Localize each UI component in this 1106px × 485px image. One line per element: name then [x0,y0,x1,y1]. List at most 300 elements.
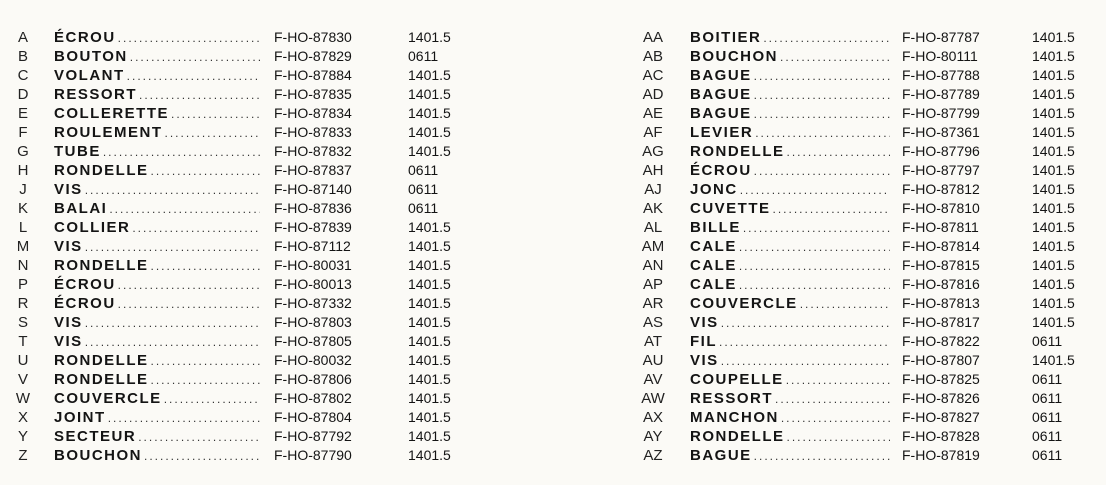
parts-list-row [632,446,1092,465]
part-name: RONDELLE [54,352,149,369]
part-name-cell [54,370,260,390]
part-letter: AG [642,143,664,160]
part-reference: F-HO-87836 [274,200,352,216]
part-reference: F-HO-87811 [902,219,979,235]
part-name-cell [54,199,260,219]
parts-list-row [632,66,1092,85]
part-name: RONDELLE [54,257,149,274]
dot-leader [739,257,890,276]
dot-leader [118,29,260,48]
part-name-cell [690,294,890,314]
part-name: RONDELLE [54,162,149,179]
part-reference: F-HO-87816 [902,276,980,292]
parts-list-row [6,446,468,465]
part-name: COUPELLE [690,371,784,388]
part-letter: AY [643,428,663,445]
part-code: 0611 [408,200,439,216]
part-name-cell [690,161,890,181]
part-letter: AF [643,124,663,141]
part-name: BOITIER [690,29,762,46]
part-code: 1401.5 [1032,295,1075,311]
part-code: 1401.5 [408,29,451,45]
part-code: 1401.5 [1032,257,1075,273]
part-letter: C [17,67,29,84]
part-name: VOLANT [54,67,125,84]
part-name-cell [54,294,260,314]
parts-list-row [6,142,468,161]
part-reference: F-HO-87830 [274,29,352,45]
dot-leader [800,295,890,314]
parts-list-row [632,332,1092,351]
parts-list-row [6,408,468,427]
part-code: 0611 [408,181,439,197]
part-name: SECTEUR [54,428,137,445]
part-reference: F-HO-87835 [274,86,352,102]
part-name-cell [690,351,890,371]
part-name-cell [54,85,260,105]
part-name: BAGUE [690,447,752,464]
parts-list-row [6,218,468,237]
part-name: VIS [54,181,83,198]
part-letter: AD [642,86,664,103]
part-name-cell [54,142,260,162]
part-letter: R [17,295,29,312]
part-letter: G [17,143,29,160]
dot-leader [164,390,260,409]
part-name-cell [690,123,890,143]
part-letter: P [17,276,28,293]
part-reference: F-HO-87822 [902,333,980,349]
dot-leader [85,181,260,200]
part-reference: F-HO-87796 [902,143,980,159]
part-name: JOINT [54,409,106,426]
part-name: COLLERETTE [54,105,169,122]
parts-list-row [632,294,1092,313]
part-reference: F-HO-87140 [274,181,352,197]
part-code: 1401.5 [1032,124,1075,140]
parts-list-row [632,28,1092,47]
part-code: 1401.5 [408,314,451,330]
part-name: CUVETTE [690,200,771,217]
parts-list-row [632,161,1092,180]
part-name: RESSORT [54,86,138,103]
dot-leader [151,371,261,390]
parts-list-right [632,28,1092,465]
parts-list-row [632,47,1092,66]
part-name-cell [690,256,890,276]
parts-list-row [6,389,468,408]
parts-list-row [632,123,1092,142]
part-reference: F-HO-87807 [902,352,980,368]
dot-leader [151,162,261,181]
part-letter: K [17,200,28,217]
part-reference: F-HO-87792 [274,428,352,444]
part-reference: F-HO-87826 [902,390,980,406]
part-reference: F-HO-87802 [274,390,352,406]
dot-leader [754,67,890,86]
dot-leader [130,48,260,67]
parts-list-row [6,237,468,256]
part-reference: F-HO-87803 [274,314,352,330]
part-reference: F-HO-87810 [902,200,980,216]
part-name-cell [690,142,890,162]
dot-leader [108,409,260,428]
part-reference: F-HO-87806 [274,371,352,387]
part-letter: T [18,333,28,350]
part-reference: F-HO-87805 [274,333,352,349]
part-reference: F-HO-87827 [902,409,980,425]
dot-leader [787,143,891,162]
part-letter: AM [641,238,665,255]
part-name: ÉCROU [690,162,752,179]
part-reference: F-HO-87812 [902,181,980,197]
parts-list-row [632,142,1092,161]
dot-leader [144,447,260,466]
part-letter: AH [642,162,664,179]
part-code: 1401.5 [408,295,451,311]
part-reference: F-HO-87112 [274,238,351,254]
dot-leader [755,124,890,143]
part-name: JONC [690,181,738,198]
part-name-cell [54,180,260,200]
part-reference: F-HO-87799 [902,105,980,121]
part-letter: V [17,371,28,388]
part-reference: F-HO-87828 [902,428,980,444]
part-letter: E [17,105,28,122]
part-code: 1401.5 [1032,86,1075,102]
part-name: CALE [690,276,737,293]
part-name: BOUCHON [690,48,778,65]
dot-leader [719,333,890,352]
part-letter: AE [642,105,663,122]
dot-leader [743,219,890,238]
part-name-cell [54,104,260,124]
part-letter: AK [642,200,663,217]
parts-list-row [6,351,468,370]
parts-list-row [632,370,1092,389]
part-reference: F-HO-87804 [274,409,352,425]
part-code: 0611 [1032,390,1063,406]
part-name: VIS [54,238,83,255]
part-reference: F-HO-87815 [902,257,980,273]
part-code: 1401.5 [408,409,451,425]
part-name-cell [690,408,890,428]
part-code: 1401.5 [408,333,451,349]
part-reference: F-HO-80111 [902,48,978,64]
part-code: 1401.5 [408,352,451,368]
parts-list-row [6,180,468,199]
part-reference: F-HO-87817 [902,314,980,330]
dot-leader [775,390,890,409]
parts-list-row [6,199,468,218]
dot-leader [739,276,890,295]
part-letter: AP [642,276,663,293]
part-name: BOUCHON [54,447,142,464]
part-reference: F-HO-87332 [274,295,352,311]
part-reference: F-HO-87837 [274,162,352,178]
part-name-cell [690,85,890,105]
part-name: RONDELLE [54,371,149,388]
part-letter: AJ [644,181,662,198]
part-letter: AA [642,29,663,46]
part-code: 1401.5 [408,105,451,121]
dot-leader [118,295,260,314]
part-name-cell [690,332,890,352]
parts-list-left [6,28,468,465]
part-name-cell [690,237,890,257]
dot-leader [787,428,891,447]
part-letter: AU [642,352,664,369]
part-name-cell [690,370,890,390]
part-name-cell [54,332,260,352]
part-reference: F-HO-87813 [902,295,980,311]
part-name-cell [690,275,890,295]
dot-leader [780,48,890,67]
part-name: ROULEMENT [54,124,163,141]
part-name: TUBE [54,143,101,160]
part-reference: F-HO-87789 [902,86,980,102]
parts-list-row [632,427,1092,446]
part-name: VIS [690,314,719,331]
part-code: 1401.5 [408,276,451,292]
part-reference: F-HO-87833 [274,124,352,140]
parts-list-row [6,47,468,66]
part-reference: F-HO-87787 [902,29,980,45]
part-letter: J [19,181,27,198]
part-letter: H [17,162,29,179]
part-letter: A [17,29,28,46]
part-code: 0611 [1032,333,1063,349]
part-code: 1401.5 [1032,29,1075,45]
part-name: BALAI [54,200,108,217]
part-reference: F-HO-87819 [902,447,980,463]
part-code: 0611 [408,48,439,64]
part-reference: F-HO-87788 [902,67,980,83]
part-letter: Y [17,428,28,445]
part-name-cell [54,256,260,276]
part-letter: N [17,257,29,274]
part-code: 1401.5 [408,257,451,273]
dot-leader [781,409,890,428]
part-reference: F-HO-87832 [274,143,352,159]
part-letter: L [18,219,28,236]
parts-list-row [6,332,468,351]
parts-list-row [6,427,468,446]
dot-leader [786,371,890,390]
part-code: 1401.5 [1032,219,1075,235]
part-name-cell [690,47,890,67]
part-code: 1401.5 [408,67,451,83]
dot-leader [118,276,260,295]
part-name-cell [690,28,890,48]
part-name-cell [54,123,260,143]
dot-leader [138,428,260,447]
dot-leader [151,352,261,371]
parts-list-row [632,389,1092,408]
part-code: 1401.5 [1032,181,1075,197]
part-reference: F-HO-87797 [902,162,980,178]
part-name: BOUTON [54,48,128,65]
dot-leader [773,200,890,219]
part-letter: S [17,314,28,331]
part-name-cell [54,47,260,67]
dot-leader [740,181,890,200]
part-letter: AZ [643,447,663,464]
part-letter: AW [641,390,665,407]
part-name-cell [690,446,890,466]
part-code: 1401.5 [408,371,451,387]
dot-leader [85,333,260,352]
part-letter: D [17,86,29,103]
parts-list-row [6,275,468,294]
part-name-cell [54,446,260,466]
part-code: 1401.5 [408,428,451,444]
part-name: COLLIER [54,219,131,236]
part-name: VIS [690,352,719,369]
part-name: ÉCROU [54,276,116,293]
parts-list-row [632,180,1092,199]
parts-list-row [632,351,1092,370]
part-name-cell [690,180,890,200]
part-reference: F-HO-87825 [902,371,980,387]
part-letter: AL [643,219,663,236]
part-reference: F-HO-87834 [274,105,352,121]
part-name: ÉCROU [54,295,116,312]
parts-list-row [632,199,1092,218]
parts-list-row [6,161,468,180]
part-code: 1401.5 [408,390,451,406]
dot-leader [103,143,260,162]
dot-leader [754,86,890,105]
parts-list-row [632,237,1092,256]
part-name-cell [54,427,260,447]
parts-list-row [632,104,1092,123]
part-name-cell [690,389,890,409]
part-code: 1401.5 [408,124,451,140]
parts-list-row [6,256,468,275]
part-name: LEVIER [690,124,754,141]
part-letter: AT [643,333,663,350]
part-code: 1401.5 [408,143,451,159]
dot-leader [85,238,260,257]
part-reference: F-HO-80031 [274,257,352,273]
part-reference: F-HO-87884 [274,67,352,83]
part-name: CALE [690,257,737,274]
part-code: 1401.5 [1032,67,1075,83]
dot-leader [763,29,890,48]
part-code: 1401.5 [1032,105,1075,121]
dot-leader [721,314,890,333]
parts-list-row [632,256,1092,275]
part-name-cell [690,104,890,124]
dot-leader [165,124,261,143]
part-reference: F-HO-87814 [902,238,980,254]
part-name: CALE [690,238,737,255]
parts-list-row [6,85,468,104]
dot-leader [151,257,261,276]
part-name-cell [54,161,260,181]
parts-list-row [6,313,468,332]
parts-list-row [632,408,1092,427]
part-letter: AS [642,314,663,331]
part-letter: AN [642,257,664,274]
part-name: COUVERCLE [690,295,798,312]
part-letter: AC [642,67,664,84]
part-code: 1401.5 [1032,352,1075,368]
part-name-cell [54,28,260,48]
part-code: 1401.5 [408,219,451,235]
part-name-cell [690,427,890,447]
part-letter: U [17,352,29,369]
part-letter: F [18,124,28,141]
part-letter: AB [642,48,663,65]
dot-leader [754,105,890,124]
part-reference: F-HO-80032 [274,352,352,368]
part-letter: X [17,409,28,426]
part-name-cell [54,389,260,409]
part-name: VIS [54,333,83,350]
parts-list-row [6,123,468,142]
part-code: 1401.5 [1032,276,1075,292]
part-name: FIL [690,333,717,350]
part-name-cell [690,313,890,333]
part-code: 0611 [408,162,439,178]
parts-list-row [6,104,468,123]
part-reference: F-HO-87790 [274,447,352,463]
parts-list-row [632,275,1092,294]
part-code: 1401.5 [1032,162,1075,178]
dot-leader [171,105,260,124]
part-name-cell [690,218,890,238]
part-reference: F-HO-87361 [902,124,980,140]
part-name: ÉCROU [54,29,116,46]
dot-leader [754,447,890,466]
part-code: 1401.5 [1032,143,1075,159]
dot-leader [739,238,890,257]
part-name: VIS [54,314,83,331]
part-name: RESSORT [690,390,774,407]
dot-leader [132,219,260,238]
part-name: RONDELLE [690,143,785,160]
part-code: 1401.5 [1032,314,1075,330]
dot-leader [139,86,260,105]
part-name: BAGUE [690,67,752,84]
parts-list-row [632,313,1092,332]
part-code: 0611 [1032,428,1063,444]
part-name-cell [54,237,260,257]
part-name-cell [54,275,260,295]
dot-leader [127,67,260,86]
part-code: 1401.5 [1032,238,1075,254]
part-name: RONDELLE [690,428,785,445]
dot-leader [109,200,260,219]
part-letter: W [15,390,31,407]
part-code: 1401.5 [408,86,451,102]
part-code: 1401.5 [408,447,451,463]
dot-leader [754,162,890,181]
part-reference: F-HO-87839 [274,219,352,235]
part-name-cell [690,199,890,219]
part-letter: Z [18,447,28,464]
part-name-cell [690,66,890,86]
dot-leader [721,352,890,371]
part-reference: F-HO-87829 [274,48,352,64]
part-code: 1401.5 [1032,48,1075,64]
part-name-cell [54,66,260,86]
dot-leader [85,314,260,333]
part-name: BILLE [690,219,741,236]
parts-list-row [6,294,468,313]
